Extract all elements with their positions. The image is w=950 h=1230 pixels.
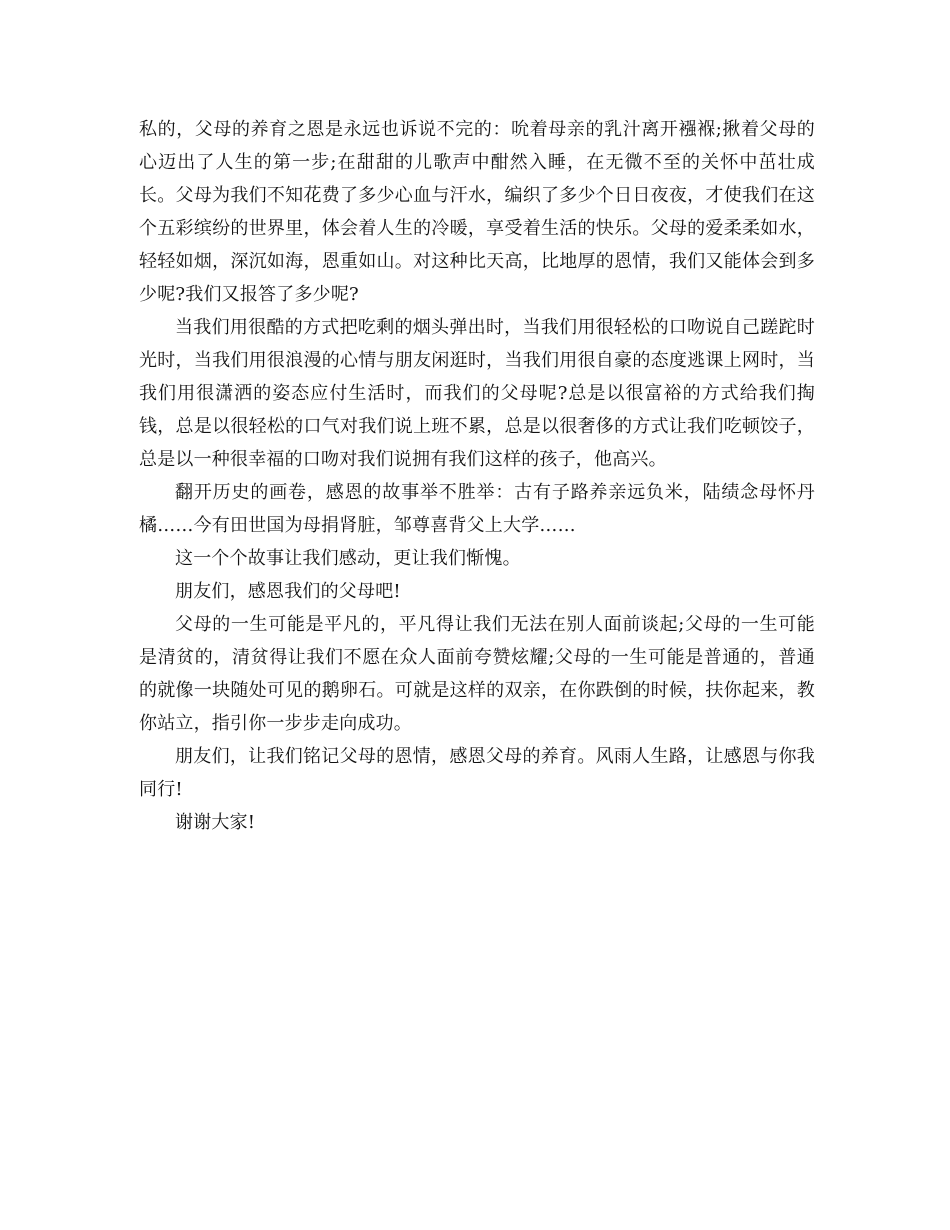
paragraph-7: 朋友们，让我们铭记父母的恩情，感恩父母的养育。风雨人生路，让感恩与你我同行!: [139, 746, 815, 800]
paragraph-5: 朋友们，感恩我们的父母吧!: [175, 581, 401, 602]
paragraph-3: 翻开历史的画卷，感恩的故事举不胜举：古有子路养亲远负米，陆绩念母怀丹橘……今有田世国为母捐肾脏，邹尊喜背父上大学……: [139, 482, 815, 536]
paragraph-6: 父母的一生可能是平凡的，平凡得让我们无法在别人面前谈起;父母的一生可能是清贫的，清贫得让我们不愿在众人面前夸赞炫耀;父母的一生可能是普通的，普通的就像一块随处可见的鹅卵石。可就是这样的双亲，在你跌倒的时候，扶你起来，教你站立，指引你一步步走向成功。: [139, 614, 815, 734]
document-body: [139, 113, 815, 839]
paragraph-8: 谢谢大家!: [175, 812, 256, 833]
paragraph-2: 当我们用很酷的方式把吃剩的烟头弹出时，当我们用很轻松的口吻说自己蹉跎时光时，当我们用很浪漫的心情与朋友闲逛时，当我们用很自豪的态度逃课上网时，当我们用很潇洒的姿态应付生活时，而我们的父母呢?总是以很富裕的方式给我们掏钱，总是以很轻松的口气对我们说上班不累，总是以很奢侈的方式让我们吃顿饺子，总是以一种很幸福的口吻对我们说拥有我们这样的孩子，他高兴。: [139, 317, 815, 470]
paragraph-4: 这一个个故事让我们感动，更让我们惭愧。: [175, 548, 521, 569]
paragraph-1: 私的，父母的养育之恩是永远也诉说不完的：吮着母亲的乳汁离开襁褓;揪着父母的心迈出了人生的第一步;在甜甜的儿歌声中酣然入睡，在无微不至的关怀中茁壮成长。父母为我们不知花费了多少心血与汗水，编织了多少个日日夜夜，才使我们在这个五彩缤纷的世界里，体会着人生的冷暖，享受着生活的快乐。父母的爱柔柔如水，轻轻如烟，深沉如海，恩重如山。对这种比天高，比地厚的恩情，我们又能体会到多少呢?我们又报答了多少呢?: [139, 119, 815, 305]
